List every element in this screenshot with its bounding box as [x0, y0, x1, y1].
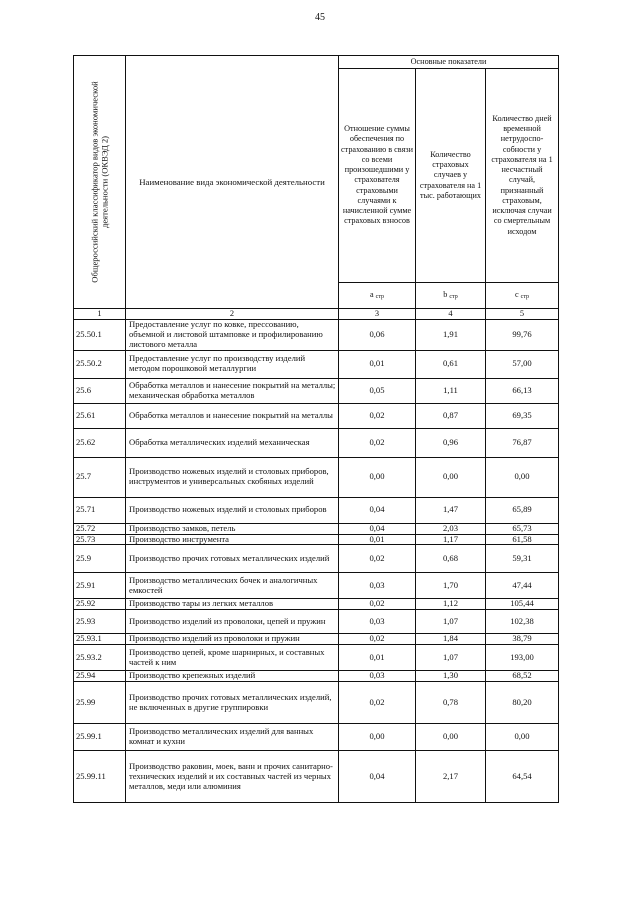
- value-c-cell: 69,35: [486, 403, 559, 428]
- value-b-cell: 0,78: [416, 682, 486, 724]
- table-row: [74, 350, 559, 378]
- value-a-cell: 0,01: [339, 350, 416, 378]
- column-number: 3: [339, 309, 416, 320]
- table-row: [74, 534, 559, 545]
- table-row: [74, 428, 559, 457]
- value-a-cell: 0,00: [339, 457, 416, 497]
- table-row: [74, 610, 559, 634]
- column-number: 4: [416, 309, 486, 320]
- col-a-symbol-subscript: стр: [375, 293, 385, 300]
- okved-code-cell: 25.7: [74, 457, 126, 497]
- activity-name-cell: Предоставление услуг по производству изделий методом порошковой металлургии: [126, 350, 339, 378]
- activity-name-cell: Производство цепей, кроме шарнирных, и составных частей к ним: [126, 645, 339, 671]
- activity-name-cell: Производство раковин, моек, ванн и прочих санитарно-технических изделий и их составных частей из черных металлов, меди или алюминия: [126, 751, 339, 803]
- value-a-cell: 0,05: [339, 378, 416, 403]
- activity-name-cell: Производство тары из легких металлов: [126, 599, 339, 610]
- value-a-cell: 0,04: [339, 523, 416, 534]
- value-a-cell: 0,06: [339, 320, 416, 351]
- okved-code-cell: 25.50.2: [74, 350, 126, 378]
- activity-name-cell: Предоставление услуг по ковке, прессованию, объемной и листовой штамповке и профилированию листового металла: [126, 320, 339, 351]
- okved-code-cell: 25.73: [74, 534, 126, 545]
- column-number-row: [74, 309, 559, 320]
- okved-code-cell: 25.92: [74, 599, 126, 610]
- value-a-cell: 0,02: [339, 634, 416, 645]
- table-row: [74, 671, 559, 682]
- table-row: [74, 523, 559, 534]
- col-c-symbol-subscript: стр: [520, 293, 530, 300]
- col-b-symbol: [416, 282, 486, 308]
- okved-column-header: [74, 56, 126, 309]
- activity-name-cell: Производство изделий из проволоки, цепей и пружин: [126, 610, 339, 634]
- col-c-symbol: [486, 282, 559, 308]
- okved-code-cell: 25.93.1: [74, 634, 126, 645]
- table-row: [74, 403, 559, 428]
- value-a-cell: 0,03: [339, 671, 416, 682]
- okved-code-cell: 25.99.1: [74, 724, 126, 751]
- indicators-table: [73, 55, 559, 803]
- okved-code-cell: 25.94: [74, 671, 126, 682]
- value-a-cell: 0,03: [339, 610, 416, 634]
- value-b-cell: 1,11: [416, 378, 486, 403]
- value-b-cell: 0,96: [416, 428, 486, 457]
- value-c-cell: 193,00: [486, 645, 559, 671]
- activity-name-cell: Производство прочих готовых металлических изделий, не включенных в другие группировки: [126, 682, 339, 724]
- value-c-cell: 66,13: [486, 378, 559, 403]
- value-b-cell: 1,47: [416, 497, 486, 523]
- activity-name-cell: Производство металлических бочек и аналогичных емкостей: [126, 573, 339, 599]
- activity-name-cell: Обработка металлов и нанесение покрытий на металлы: [126, 403, 339, 428]
- value-c-cell: 57,00: [486, 350, 559, 378]
- value-b-cell: 2,17: [416, 751, 486, 803]
- table-row: [74, 724, 559, 751]
- value-a-cell: 0,01: [339, 534, 416, 545]
- okved-column-header-text: Общероссийский классификатор видов экономической деятельности (ОКВЭД 2): [89, 81, 110, 283]
- value-b-cell: 0,00: [416, 457, 486, 497]
- table-row: [74, 320, 559, 351]
- value-c-cell: 0,00: [486, 724, 559, 751]
- name-column-header: Наименование вида экономической деятельности: [126, 56, 339, 309]
- activity-name-cell: Производство инструмента: [126, 534, 339, 545]
- table-row: [74, 545, 559, 573]
- table-row: [74, 378, 559, 403]
- table-row: [74, 682, 559, 724]
- value-b-cell: 0,87: [416, 403, 486, 428]
- value-b-cell: 1,17: [416, 534, 486, 545]
- value-a-cell: 0,02: [339, 682, 416, 724]
- value-c-cell: 68,52: [486, 671, 559, 682]
- okved-code-cell: 25.6: [74, 378, 126, 403]
- value-b-cell: 1,30: [416, 671, 486, 682]
- column-number: 5: [486, 309, 559, 320]
- value-c-cell: 38,79: [486, 634, 559, 645]
- okved-code-cell: 25.71: [74, 497, 126, 523]
- value-a-cell: 0,00: [339, 724, 416, 751]
- value-c-cell: 102,38: [486, 610, 559, 634]
- table-row: [74, 457, 559, 497]
- value-b-cell: 1,07: [416, 645, 486, 671]
- value-c-cell: 105,44: [486, 599, 559, 610]
- value-c-cell: 80,20: [486, 682, 559, 724]
- value-b-cell: 1,91: [416, 320, 486, 351]
- value-b-cell: 1,07: [416, 610, 486, 634]
- value-a-cell: 0,02: [339, 545, 416, 573]
- table-row: [74, 599, 559, 610]
- value-b-cell: 1,70: [416, 573, 486, 599]
- value-b-cell: 0,00: [416, 724, 486, 751]
- col-c-header: Количество дней временной нетрудоспо-собности у страхователя на 1 несчастный случай, признанный страховым, исключая случаи со смертельным исходом: [486, 69, 559, 283]
- okved-code-cell: 25.62: [74, 428, 126, 457]
- value-c-cell: 65,73: [486, 523, 559, 534]
- okved-code-cell: 25.50.1: [74, 320, 126, 351]
- column-number: 1: [74, 309, 126, 320]
- col-a-symbol-letter: a: [369, 289, 374, 299]
- value-a-cell: 0,04: [339, 497, 416, 523]
- value-b-cell: 0,61: [416, 350, 486, 378]
- activity-name-cell: Производство крепежных изделий: [126, 671, 339, 682]
- activity-name-cell: Производство замков, петель: [126, 523, 339, 534]
- main-indicators-header: Основные показатели: [339, 56, 559, 69]
- table-row: [74, 573, 559, 599]
- col-a-header: Отношение суммы обеспечения по страхованию в связи со всеми произошедшими у страхователя страховыми случаями к начисленной сумме страховых взносов: [339, 69, 416, 283]
- value-b-cell: 1,84: [416, 634, 486, 645]
- value-c-cell: 61,58: [486, 534, 559, 545]
- okved-code-cell: 25.99: [74, 682, 126, 724]
- okved-code-cell: 25.91: [74, 573, 126, 599]
- value-c-cell: 64,54: [486, 751, 559, 803]
- table-row: [74, 497, 559, 523]
- column-number: 2: [126, 309, 339, 320]
- value-b-cell: 0,68: [416, 545, 486, 573]
- activity-name-cell: Производство металлических изделий для ванных комнат и кухни: [126, 724, 339, 751]
- table-row: [74, 634, 559, 645]
- value-c-cell: 99,76: [486, 320, 559, 351]
- value-c-cell: 59,31: [486, 545, 559, 573]
- table-row: [74, 751, 559, 803]
- value-a-cell: 0,03: [339, 573, 416, 599]
- okved-code-cell: 25.93: [74, 610, 126, 634]
- value-b-cell: 2,03: [416, 523, 486, 534]
- value-c-cell: 0,00: [486, 457, 559, 497]
- activity-name-cell: Обработка металлов и нанесение покрытий на металлы; механическая обработка металлов: [126, 378, 339, 403]
- activity-name-cell: Производство ножевых изделий и столовых приборов, инструментов и универсальных скобяных изделий: [126, 457, 339, 497]
- activity-name-cell: Производство прочих готовых металлических изделий: [126, 545, 339, 573]
- okved-code-cell: 25.61: [74, 403, 126, 428]
- col-b-symbol-subscript: стр: [449, 293, 458, 300]
- col-a-symbol: [339, 282, 416, 308]
- value-a-cell: 0,01: [339, 645, 416, 671]
- col-b-symbol-letter: b: [443, 289, 448, 299]
- activity-name-cell: Производство изделий из проволоки и пружин: [126, 634, 339, 645]
- okved-code-cell: 25.99.11: [74, 751, 126, 803]
- value-c-cell: 65,89: [486, 497, 559, 523]
- value-a-cell: 0,02: [339, 599, 416, 610]
- value-b-cell: 1,12: [416, 599, 486, 610]
- col-c-symbol-letter: c: [514, 289, 519, 299]
- okved-code-cell: 25.72: [74, 523, 126, 534]
- okved-code-cell: 25.93.2: [74, 645, 126, 671]
- activity-name-cell: Производство ножевых изделий и столовых приборов: [126, 497, 339, 523]
- activity-name-cell: Обработка металлических изделий механическая: [126, 428, 339, 457]
- value-c-cell: 47,44: [486, 573, 559, 599]
- okved-code-cell: 25.9: [74, 545, 126, 573]
- table-row: [74, 645, 559, 671]
- value-c-cell: 76,87: [486, 428, 559, 457]
- col-b-header: Количество страховых случаев у страхователя на 1 тыс. работающих: [416, 69, 486, 283]
- value-a-cell: 0,02: [339, 403, 416, 428]
- page-number: 45: [315, 12, 325, 23]
- value-a-cell: 0,04: [339, 751, 416, 803]
- value-a-cell: 0,02: [339, 428, 416, 457]
